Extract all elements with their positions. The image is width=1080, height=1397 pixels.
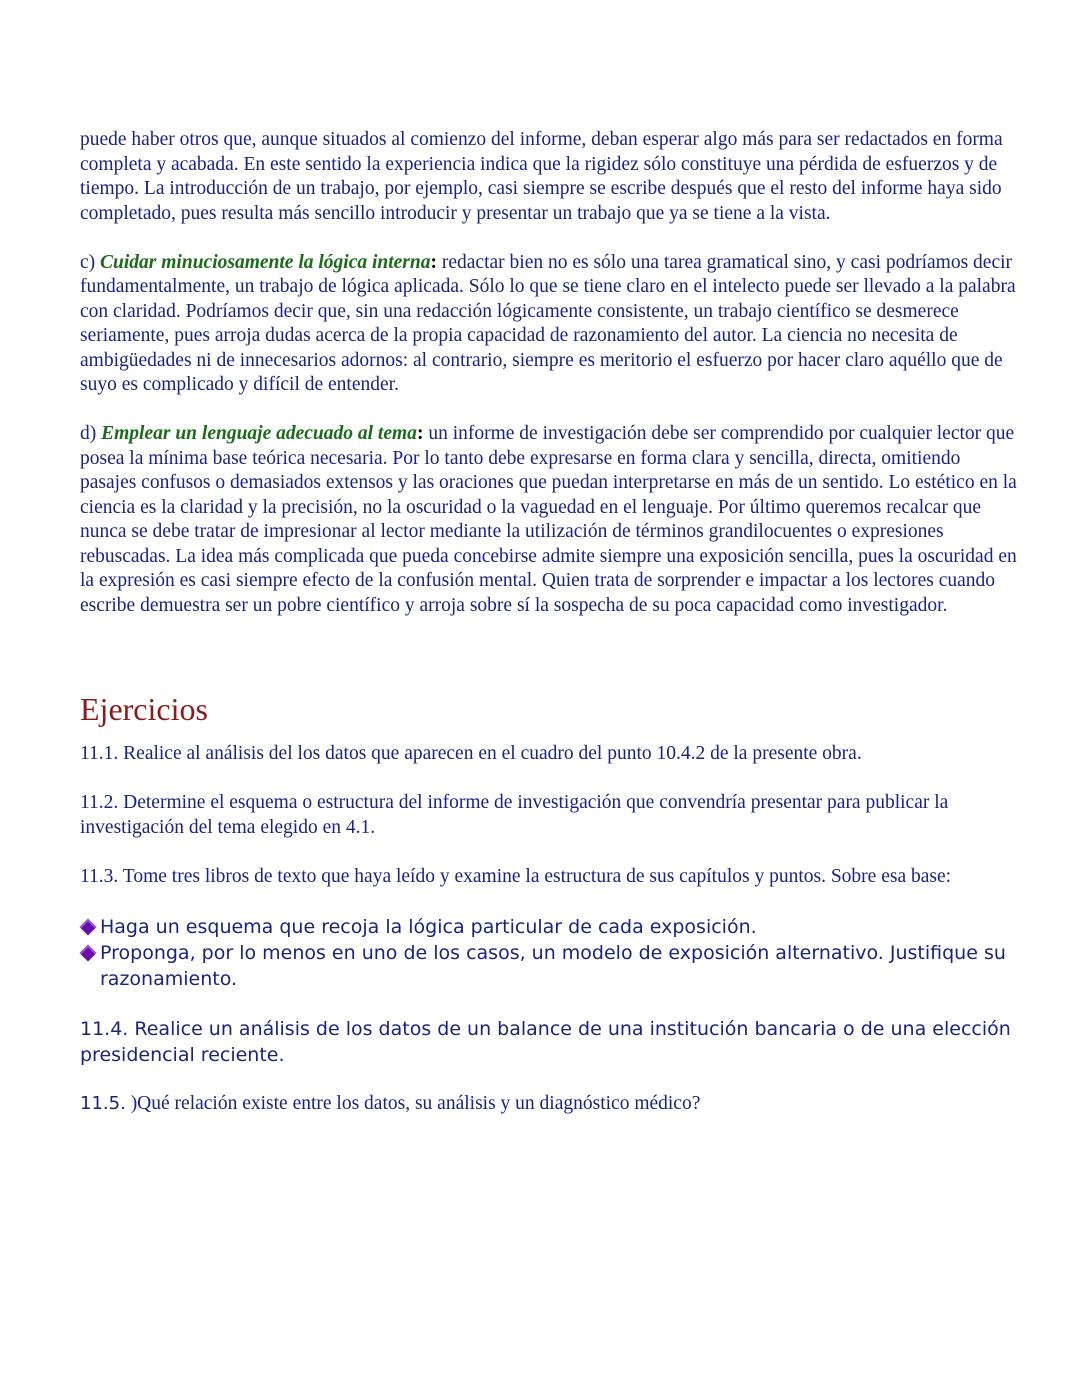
exercise-11-5	[80, 1092, 1020, 1117]
bullet-text: Proponga, por lo menos en uno de los casos, un modelo de exposición alternativo. Justifique su razonamiento.	[100, 941, 1006, 990]
list-item	[80, 940, 1020, 992]
exercise-11-1: 11.1. Realice al análisis del los datos que aparecen en el cuadro del punto 10.4.2 de la presente obra.	[80, 743, 862, 764]
exercise-11-2: 11.2. Determine el esquema o estructura del informe de investigación que convendría presentar para publicar la investigación del tema elegido en 4.1.	[80, 792, 949, 838]
bullet-text: Haga un esquema que recoja la lógica particular de cada exposición.	[100, 915, 757, 938]
exercise-11-3-bullet-list	[80, 914, 1020, 992]
list-item	[80, 914, 1020, 940]
item-colon-d: :	[416, 423, 424, 444]
paragraph-intro: puede haber otros que, aunque situados al comienzo del informe, deban esperar algo más para ser redactados en forma completa y acabada. En este sentido la experiencia indica que la rigidez sólo constituye una pérdida de esfuerzos y de tiempo. La introducción de un trabajo, por ejemplo, casi siempre se escribe después que el resto del informe haya sido completado, pues resulta más sencillo introducir y presentar un trabajo que ya se tiene a la vista.	[80, 129, 1003, 224]
item-title-d: Emplear un lenguaje adecuado al tema	[101, 423, 417, 444]
diamond-bullet-icon	[80, 918, 97, 935]
exercise-11-3: 11.3. Tome tres libros de texto que haya leído y examine la estructura de sus capítulos y puntos. Sobre esa base:	[80, 865, 952, 887]
section-heading-exercises: Ejercicios	[80, 691, 208, 727]
item-colon-c: :	[430, 251, 437, 273]
item-label-c: c)	[80, 251, 101, 273]
paragraph-c	[80, 251, 1020, 398]
item-label-d: d)	[80, 423, 102, 444]
exercise-number: 11.5.	[80, 1093, 126, 1114]
exercise-11-4: 11.4. Realice un análisis de los datos de un balance de una institución bancaria o de una elección presidencial reciente.	[80, 1017, 1011, 1066]
item-title-c: Cuidar minuciosamente la lógica interna	[100, 251, 431, 273]
item-text-c: redactar bien no es sólo una tarea gramatical sino, y casi podríamos decir fundamentalmente, un trabajo de lógica aplicada. Sólo lo que se tiene claro en el intelecto puede ser llevado a la palabra con claridad. Podríamos decir que, sin una redacción lógicamente consistente, un trabajo científico se desmerece seriamente, pues arroja dudas acerca de la propia capacidad de razonamiento del autor. La ciencia no necesita de ambigüedades ni de innecesarios adornos: al contrario, siempre es meritorio el esfuerzo por hacer claro aquéllo que de suyo es complicado y difícil de entender.	[80, 251, 1016, 395]
document-page	[80, 128, 1020, 1141]
exercise-text: )Qué relación existe entre los datos, su análisis y un diagnóstico médico?	[125, 1093, 701, 1114]
diamond-bullet-icon	[80, 944, 97, 961]
paragraph-d	[80, 422, 1020, 618]
item-text-d: un informe de investigación debe ser comprendido por cualquier lector que posea la mínima base teórica necesaria. Por lo tanto debe expresarse en forma clara y sencilla, directa, omitiendo pasajes confusos o demasiados extensos y las oraciones que puedan interpretarse en más de un sentido. Lo estético en la ciencia es la claridad y la precisión, no la oscuridad o la vaguedad en el lenguaje. Por último queremos recalcar que nunca se debe tratar de impresionar al lector mediante la utilización de términos grandilocuentes o expresiones rebuscadas. La idea más complicada que pueda concebirse admite siempre una exposición sencilla, pues la oscuridad en la expresión es casi siempre efecto de la confusión mental. Quien trata de sorprender e impactar a los lectores cuando escribe demuestra ser un pobre científico y arroja sobre sí la sospecha de su poca capacidad como investigador.	[80, 423, 1017, 616]
